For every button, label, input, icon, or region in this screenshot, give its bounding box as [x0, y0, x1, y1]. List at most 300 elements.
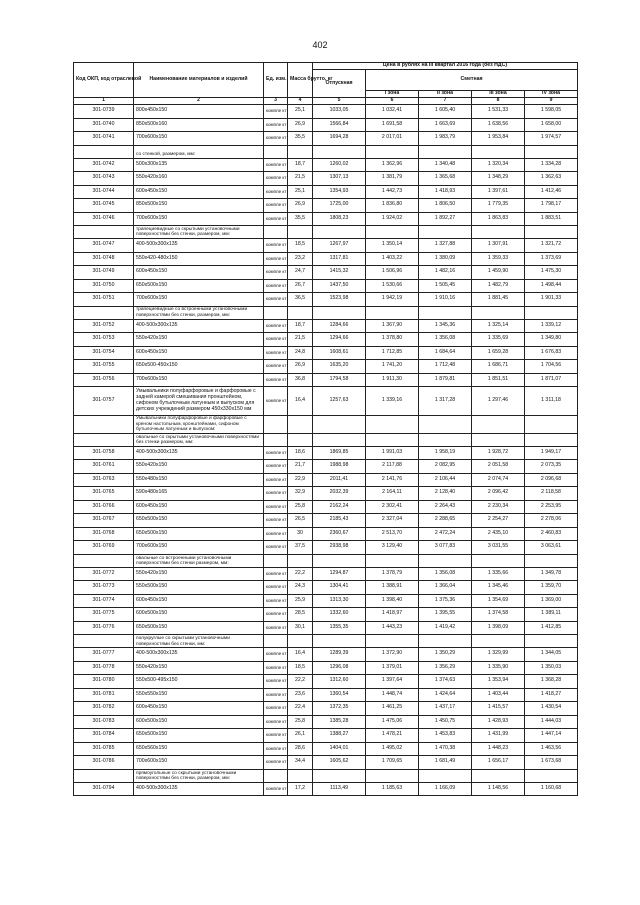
mass-cell: 26,7 — [288, 279, 313, 293]
table-row — [74, 132, 578, 146]
release-price-cell: 1296,08 — [313, 661, 366, 675]
zone-4-price-cell: 1 412,85 — [525, 621, 578, 635]
table-row — [74, 567, 578, 581]
mass-cell: 25,1 — [288, 105, 313, 119]
zone-4-price-cell: 1 901,33 — [525, 293, 578, 307]
empty-cell — [264, 635, 288, 648]
table-row — [74, 373, 578, 387]
group-heading: прямоугольные со скрытыми установочными поверхностями без стенки, размером, мм: — [134, 769, 264, 782]
release-price-cell: 1694,28 — [313, 132, 366, 146]
group-heading-row — [74, 554, 578, 567]
release-price-cell: 1388,27 — [313, 729, 366, 743]
zone-3-price-cell: 1 335,66 — [472, 567, 525, 581]
unit-cell: компле кт — [264, 608, 288, 622]
empty-cell — [419, 769, 472, 782]
name-cell: 700х600х150 — [134, 373, 264, 387]
unit-cell: компле кт — [264, 756, 288, 770]
zone-2-price-cell: 1 983,79 — [419, 132, 472, 146]
group-code-cell — [74, 416, 134, 434]
empty-cell — [366, 433, 419, 446]
group-heading-row — [74, 226, 578, 239]
zone-1-price-cell: 1 032,41 — [366, 105, 419, 119]
column-number: 1 — [74, 98, 134, 105]
code-cell: 301-0785 — [74, 742, 134, 756]
header-unit: Ед. изм. — [264, 63, 288, 98]
code-cell: 301-0746 — [74, 212, 134, 226]
mass-cell: 25,1 — [288, 185, 313, 199]
header-name: Наименование материалов и изделий — [134, 63, 264, 98]
zone-3-price-cell: 1 148,56 — [472, 782, 525, 796]
name-cell: 650х500х150 — [134, 514, 264, 528]
zone-3-price-cell: 2 096,42 — [472, 487, 525, 501]
column-number: 5 — [313, 98, 366, 105]
zone-1-price-cell: 3 129,40 — [366, 541, 419, 555]
zone-3-price-cell: 1 779,35 — [472, 199, 525, 213]
table-row — [74, 266, 578, 280]
zone-3-price-cell: 2 435,10 — [472, 527, 525, 541]
group-heading: Умывальники полуфарфоровые и фарфоровые с креном настольным, кронштейнами, сифоном бутылочным латунным и выпуском: — [134, 416, 264, 434]
unit-cell: компле кт — [264, 514, 288, 528]
zone-4-price-cell: 1 676,83 — [525, 346, 578, 360]
unit-cell: компле кт — [264, 132, 288, 146]
header-release: Отпускная — [313, 69, 366, 97]
zone-4-price-cell: 2 118,58 — [525, 487, 578, 501]
unit-cell: компле кт — [264, 782, 288, 796]
code-cell: 301-0763 — [74, 473, 134, 487]
mass-cell: 35,5 — [288, 212, 313, 226]
column-number: 6 — [366, 98, 419, 105]
unit-cell: компле кт — [264, 460, 288, 474]
empty-cell — [525, 635, 578, 648]
zone-2-price-cell: 1 505,45 — [419, 279, 472, 293]
unit-cell: компле кт — [264, 199, 288, 213]
name-cell: 400-500х300х135 — [134, 446, 264, 460]
code-cell: 301-0757 — [74, 387, 134, 416]
unit-cell: компле кт — [264, 675, 288, 689]
zone-4-price-cell: 1 389,11 — [525, 608, 578, 622]
name-cell: 650х500х150 — [134, 527, 264, 541]
name-cell: 650х500х150 — [134, 279, 264, 293]
mass-cell: 16,4 — [288, 648, 313, 662]
name-cell: 550х420х150 — [134, 661, 264, 675]
zone-1-price-cell: 1 478,21 — [366, 729, 419, 743]
zone-4-price-cell: 2 073,35 — [525, 460, 578, 474]
zone-1-price-cell: 1 448,74 — [366, 688, 419, 702]
group-heading: полукруглые со скрытыми установочными поверхностями без стенки, мм: — [134, 635, 264, 648]
name-cell: 650х500-450х150 — [134, 360, 264, 374]
empty-cell — [419, 226, 472, 239]
unit-cell: компле кт — [264, 360, 288, 374]
code-cell: 301-0743 — [74, 172, 134, 186]
table-row — [74, 756, 578, 770]
table-row — [74, 239, 578, 253]
release-price-cell: 1869,85 — [313, 446, 366, 460]
zone-3-price-cell: 2 254,27 — [472, 514, 525, 528]
table-row — [74, 594, 578, 608]
header-estimate: Сметная — [366, 69, 578, 91]
name-cell: 400-500х300х135 — [134, 319, 264, 333]
zone-4-price-cell: 1 349,78 — [525, 567, 578, 581]
mass-cell: 23,2 — [288, 252, 313, 266]
name-cell: 550х420х150 — [134, 567, 264, 581]
unit-cell: компле кт — [264, 158, 288, 172]
zone-2-price-cell: 1 365,68 — [419, 172, 472, 186]
table-row — [74, 158, 578, 172]
empty-cell — [313, 306, 366, 319]
release-price-cell: 1289,39 — [313, 648, 366, 662]
zone-3-price-cell: 1 531,33 — [472, 105, 525, 119]
unit-cell: компле кт — [264, 105, 288, 119]
group-heading-row — [74, 769, 578, 782]
zone-1-price-cell: 1 461,25 — [366, 702, 419, 716]
zone-2-price-cell: 1 892,27 — [419, 212, 472, 226]
zone-4-price-cell: 1 673,68 — [525, 756, 578, 770]
empty-cell — [472, 769, 525, 782]
header-zone-4: IV зона — [525, 91, 578, 98]
zone-1-price-cell: 1 691,58 — [366, 118, 419, 132]
zone-4-price-cell: 1 350,03 — [525, 661, 578, 675]
zone-1-price-cell: 1 362,96 — [366, 158, 419, 172]
name-cell: 650х560х150 — [134, 742, 264, 756]
zone-4-price-cell: 1 160,68 — [525, 782, 578, 796]
unit-cell: компле кт — [264, 266, 288, 280]
zone-3-price-cell: 1 851,51 — [472, 373, 525, 387]
unit-cell: компле кт — [264, 688, 288, 702]
mass-cell: 21,5 — [288, 333, 313, 347]
zone-4-price-cell: 1 498,44 — [525, 279, 578, 293]
empty-cell — [366, 769, 419, 782]
zone-4-price-cell: 1 369,00 — [525, 594, 578, 608]
zone-2-price-cell: 1 375,36 — [419, 594, 472, 608]
zone-4-price-cell: 1 798,17 — [525, 199, 578, 213]
release-price-cell: 1605,62 — [313, 756, 366, 770]
group-code-cell — [74, 635, 134, 648]
mass-cell: 24,8 — [288, 346, 313, 360]
table-row — [74, 715, 578, 729]
release-price-cell: 1608,61 — [313, 346, 366, 360]
code-cell: 301-0765 — [74, 487, 134, 501]
group-heading: трапециевидные со скрытыми установочными поверхностями без стенки, размером, мм: — [134, 226, 264, 239]
unit-cell: компле кт — [264, 319, 288, 333]
group-heading: со стенкой, размером, мм: — [134, 145, 264, 158]
zone-1-price-cell: 1 379,01 — [366, 661, 419, 675]
empty-cell — [366, 145, 419, 158]
name-cell: 850х500х150 — [134, 199, 264, 213]
zone-1-price-cell: 1 388,91 — [366, 581, 419, 595]
table-row — [74, 252, 578, 266]
mass-cell: 16,4 — [288, 387, 313, 416]
mass-cell: 23,6 — [288, 688, 313, 702]
unit-cell: компле кт — [264, 567, 288, 581]
empty-cell — [288, 433, 313, 446]
zone-4-price-cell: 1 949,17 — [525, 446, 578, 460]
zone-2-price-cell: 2 128,40 — [419, 487, 472, 501]
table-row — [74, 661, 578, 675]
zone-1-price-cell: 1 942,19 — [366, 293, 419, 307]
zone-3-price-cell: 1 459,90 — [472, 266, 525, 280]
release-price-cell: 1437,50 — [313, 279, 366, 293]
group-code-cell — [74, 226, 134, 239]
mass-cell: 26,9 — [288, 118, 313, 132]
name-cell: 700х600х150 — [134, 756, 264, 770]
unit-cell: компле кт — [264, 373, 288, 387]
zone-1-price-cell: 2 164,11 — [366, 487, 419, 501]
code-cell: 301-0768 — [74, 527, 134, 541]
name-cell: 600х500х150 — [134, 715, 264, 729]
table-row — [74, 621, 578, 635]
group-heading-row — [74, 416, 578, 434]
mass-cell: 24,3 — [288, 581, 313, 595]
release-price-cell: 1566,84 — [313, 118, 366, 132]
release-price-cell: 1317,81 — [313, 252, 366, 266]
zone-4-price-cell: 1 373,69 — [525, 252, 578, 266]
zone-3-price-cell: 1 686,71 — [472, 360, 525, 374]
empty-cell — [313, 433, 366, 446]
zone-1-price-cell: 1 442,73 — [366, 185, 419, 199]
empty-cell — [313, 635, 366, 648]
empty-cell — [472, 554, 525, 567]
mass-cell: 28,6 — [288, 742, 313, 756]
table-row — [74, 212, 578, 226]
zone-4-price-cell: 2 460,83 — [525, 527, 578, 541]
zone-4-price-cell: 1 418,27 — [525, 688, 578, 702]
zone-2-price-cell: 1 684,64 — [419, 346, 472, 360]
zone-2-price-cell: 1 958,19 — [419, 446, 472, 460]
zone-1-price-cell: 1 397,64 — [366, 675, 419, 689]
unit-cell: компле кт — [264, 729, 288, 743]
release-price-cell: 1033,05 — [313, 105, 366, 119]
empty-cell — [288, 226, 313, 239]
zone-1-price-cell: 2 302,41 — [366, 500, 419, 514]
header-price-title: Цена в рублях на III квартал 2016 года (без НДС) — [313, 63, 578, 70]
release-price-cell: 2032,39 — [313, 487, 366, 501]
zone-1-price-cell: 1 530,66 — [366, 279, 419, 293]
table-row — [74, 608, 578, 622]
empty-cell — [313, 226, 366, 239]
code-cell: 301-0776 — [74, 621, 134, 635]
empty-cell — [366, 635, 419, 648]
zone-3-price-cell: 1 374,58 — [472, 608, 525, 622]
zone-4-price-cell: 1 362,63 — [525, 172, 578, 186]
zone-2-price-cell: 1 350,29 — [419, 648, 472, 662]
unit-cell: компле кт — [264, 212, 288, 226]
release-price-cell: 2185,43 — [313, 514, 366, 528]
code-cell: 301-0758 — [74, 446, 134, 460]
zone-3-price-cell: 1 397,61 — [472, 185, 525, 199]
empty-cell — [419, 306, 472, 319]
zone-3-price-cell: 1 335,69 — [472, 333, 525, 347]
zone-3-price-cell: 1 638,56 — [472, 118, 525, 132]
header-zone-1: I зона — [366, 91, 419, 98]
name-cell: 700х600х150 — [134, 541, 264, 555]
zone-1-price-cell: 1 418,97 — [366, 608, 419, 622]
zone-3-price-cell: 1 335,90 — [472, 661, 525, 675]
group-code-cell — [74, 554, 134, 567]
mass-cell: 17,2 — [288, 782, 313, 796]
zone-4-price-cell: 1 883,51 — [525, 212, 578, 226]
release-price-cell: 1260,02 — [313, 158, 366, 172]
zone-2-price-cell: 1 910,16 — [419, 293, 472, 307]
zone-1-price-cell: 1 506,96 — [366, 266, 419, 280]
zone-3-price-cell: 1 482,79 — [472, 279, 525, 293]
empty-cell — [264, 554, 288, 567]
zone-2-price-cell: 2 472,24 — [419, 527, 472, 541]
empty-cell — [472, 433, 525, 446]
table-row — [74, 514, 578, 528]
unit-cell: компле кт — [264, 387, 288, 416]
release-price-cell: 1354,93 — [313, 185, 366, 199]
name-cell: 500х300х135 — [134, 158, 264, 172]
table-header — [74, 63, 578, 105]
zone-2-price-cell: 1 356,08 — [419, 567, 472, 581]
unit-cell: компле кт — [264, 293, 288, 307]
zone-1-price-cell: 1 443,23 — [366, 621, 419, 635]
zone-3-price-cell: 1 928,72 — [472, 446, 525, 460]
mass-cell: 22,2 — [288, 675, 313, 689]
unit-cell: компле кт — [264, 279, 288, 293]
name-cell: 650х500х150 — [134, 621, 264, 635]
zone-2-price-cell: 1 605,40 — [419, 105, 472, 119]
zone-2-price-cell: 1 663,69 — [419, 118, 472, 132]
table-row — [74, 581, 578, 595]
group-code-cell — [74, 306, 134, 319]
mass-cell: 22,9 — [288, 473, 313, 487]
release-price-cell: 1635,20 — [313, 360, 366, 374]
empty-cell — [472, 226, 525, 239]
zone-4-price-cell: 1 349,80 — [525, 333, 578, 347]
release-price-cell: 2360,67 — [313, 527, 366, 541]
code-cell: 301-0777 — [74, 648, 134, 662]
code-cell: 301-0778 — [74, 661, 134, 675]
zone-1-price-cell: 1 381,79 — [366, 172, 419, 186]
zone-1-price-cell: 1 712,85 — [366, 346, 419, 360]
table-row — [74, 782, 578, 796]
zone-2-price-cell: 1 356,29 — [419, 661, 472, 675]
name-cell: 700х600х150 — [134, 293, 264, 307]
name-cell: 550х500х150 — [134, 581, 264, 595]
empty-cell — [264, 433, 288, 446]
table-row — [74, 360, 578, 374]
code-cell: 301-0786 — [74, 756, 134, 770]
release-price-cell: 1385,28 — [313, 715, 366, 729]
mass-cell: 26,9 — [288, 199, 313, 213]
zone-1-price-cell: 1 403,22 — [366, 252, 419, 266]
mass-cell: 26,5 — [288, 514, 313, 528]
zone-1-price-cell: 1 741,20 — [366, 360, 419, 374]
empty-cell — [525, 416, 578, 434]
mass-cell: 30,1 — [288, 621, 313, 635]
code-cell: 301-0794 — [74, 782, 134, 796]
zone-2-price-cell: 1 380,09 — [419, 252, 472, 266]
zone-1-price-cell: 1 350,14 — [366, 239, 419, 253]
mass-cell: 25,8 — [288, 500, 313, 514]
code-cell: 301-0753 — [74, 333, 134, 347]
zone-2-price-cell: 1 453,83 — [419, 729, 472, 743]
table-row — [74, 527, 578, 541]
empty-cell — [525, 554, 578, 567]
zone-2-price-cell: 1 395,55 — [419, 608, 472, 622]
name-cell: 600х500х150 — [134, 608, 264, 622]
empty-cell — [313, 769, 366, 782]
mass-cell: 26,9 — [288, 360, 313, 374]
column-number: 2 — [134, 98, 264, 105]
code-cell: 301-0745 — [74, 199, 134, 213]
zone-4-price-cell: 2 253,95 — [525, 500, 578, 514]
zone-3-price-cell: 1 320,34 — [472, 158, 525, 172]
empty-cell — [313, 145, 366, 158]
zone-2-price-cell: 2 106,44 — [419, 473, 472, 487]
mass-cell: 35,5 — [288, 132, 313, 146]
zone-3-price-cell: 1 353,94 — [472, 675, 525, 689]
unit-cell: компле кт — [264, 446, 288, 460]
code-cell: 301-0755 — [74, 360, 134, 374]
unit-cell: компле кт — [264, 541, 288, 555]
unit-cell: компле кт — [264, 661, 288, 675]
code-cell: 301-0784 — [74, 729, 134, 743]
empty-cell — [264, 769, 288, 782]
release-price-cell: 1404,01 — [313, 742, 366, 756]
empty-cell — [264, 145, 288, 158]
group-code-cell — [74, 145, 134, 158]
column-number: 3 — [264, 98, 288, 105]
release-price-cell: 1294,87 — [313, 567, 366, 581]
zone-1-price-cell: 1 367,90 — [366, 319, 419, 333]
unit-cell: компле кт — [264, 172, 288, 186]
code-cell: 301-0782 — [74, 702, 134, 716]
mass-cell: 34,4 — [288, 756, 313, 770]
release-price-cell: 1415,32 — [313, 266, 366, 280]
header-code: Код ОКП, код отраслевой — [74, 63, 134, 98]
zone-2-price-cell: 1 418,93 — [419, 185, 472, 199]
table-row — [74, 473, 578, 487]
release-price-cell: 1808,23 — [313, 212, 366, 226]
column-number: 9 — [525, 98, 578, 105]
zone-4-price-cell: 1 871,07 — [525, 373, 578, 387]
zone-4-price-cell: 1 475,30 — [525, 266, 578, 280]
name-cell: 850х500х160 — [134, 118, 264, 132]
zone-3-price-cell: 1 448,23 — [472, 742, 525, 756]
name-cell: 550х420х150 — [134, 333, 264, 347]
zone-3-price-cell: 1 881,45 — [472, 293, 525, 307]
unit-cell: компле кт — [264, 527, 288, 541]
empty-cell — [419, 433, 472, 446]
release-price-cell: 2938,98 — [313, 541, 366, 555]
table-row — [74, 387, 578, 416]
unit-cell: компле кт — [264, 581, 288, 595]
name-cell: 550х420-480х150 — [134, 252, 264, 266]
table-row — [74, 541, 578, 555]
zone-4-price-cell: 1 974,57 — [525, 132, 578, 146]
mass-cell: 21,7 — [288, 460, 313, 474]
zone-4-price-cell: 1 412,46 — [525, 185, 578, 199]
empty-cell — [525, 226, 578, 239]
empty-cell — [419, 416, 472, 434]
zone-1-price-cell: 1 398,40 — [366, 594, 419, 608]
name-cell: 550х480х150 — [134, 473, 264, 487]
release-price-cell: 1312,60 — [313, 675, 366, 689]
zone-1-price-cell: 1 185,63 — [366, 782, 419, 796]
table-row — [74, 675, 578, 689]
zone-3-price-cell: 1 656,17 — [472, 756, 525, 770]
group-heading-row — [74, 433, 578, 446]
mass-cell: 18,7 — [288, 319, 313, 333]
zone-2-price-cell: 2 264,43 — [419, 500, 472, 514]
release-price-cell: 1304,41 — [313, 581, 366, 595]
empty-cell — [366, 554, 419, 567]
group-heading: овальные со скрытыми установочными поверхностями без стенки размером, мм: — [134, 433, 264, 446]
code-cell: 301-0747 — [74, 239, 134, 253]
zone-4-price-cell: 1 598,05 — [525, 105, 578, 119]
